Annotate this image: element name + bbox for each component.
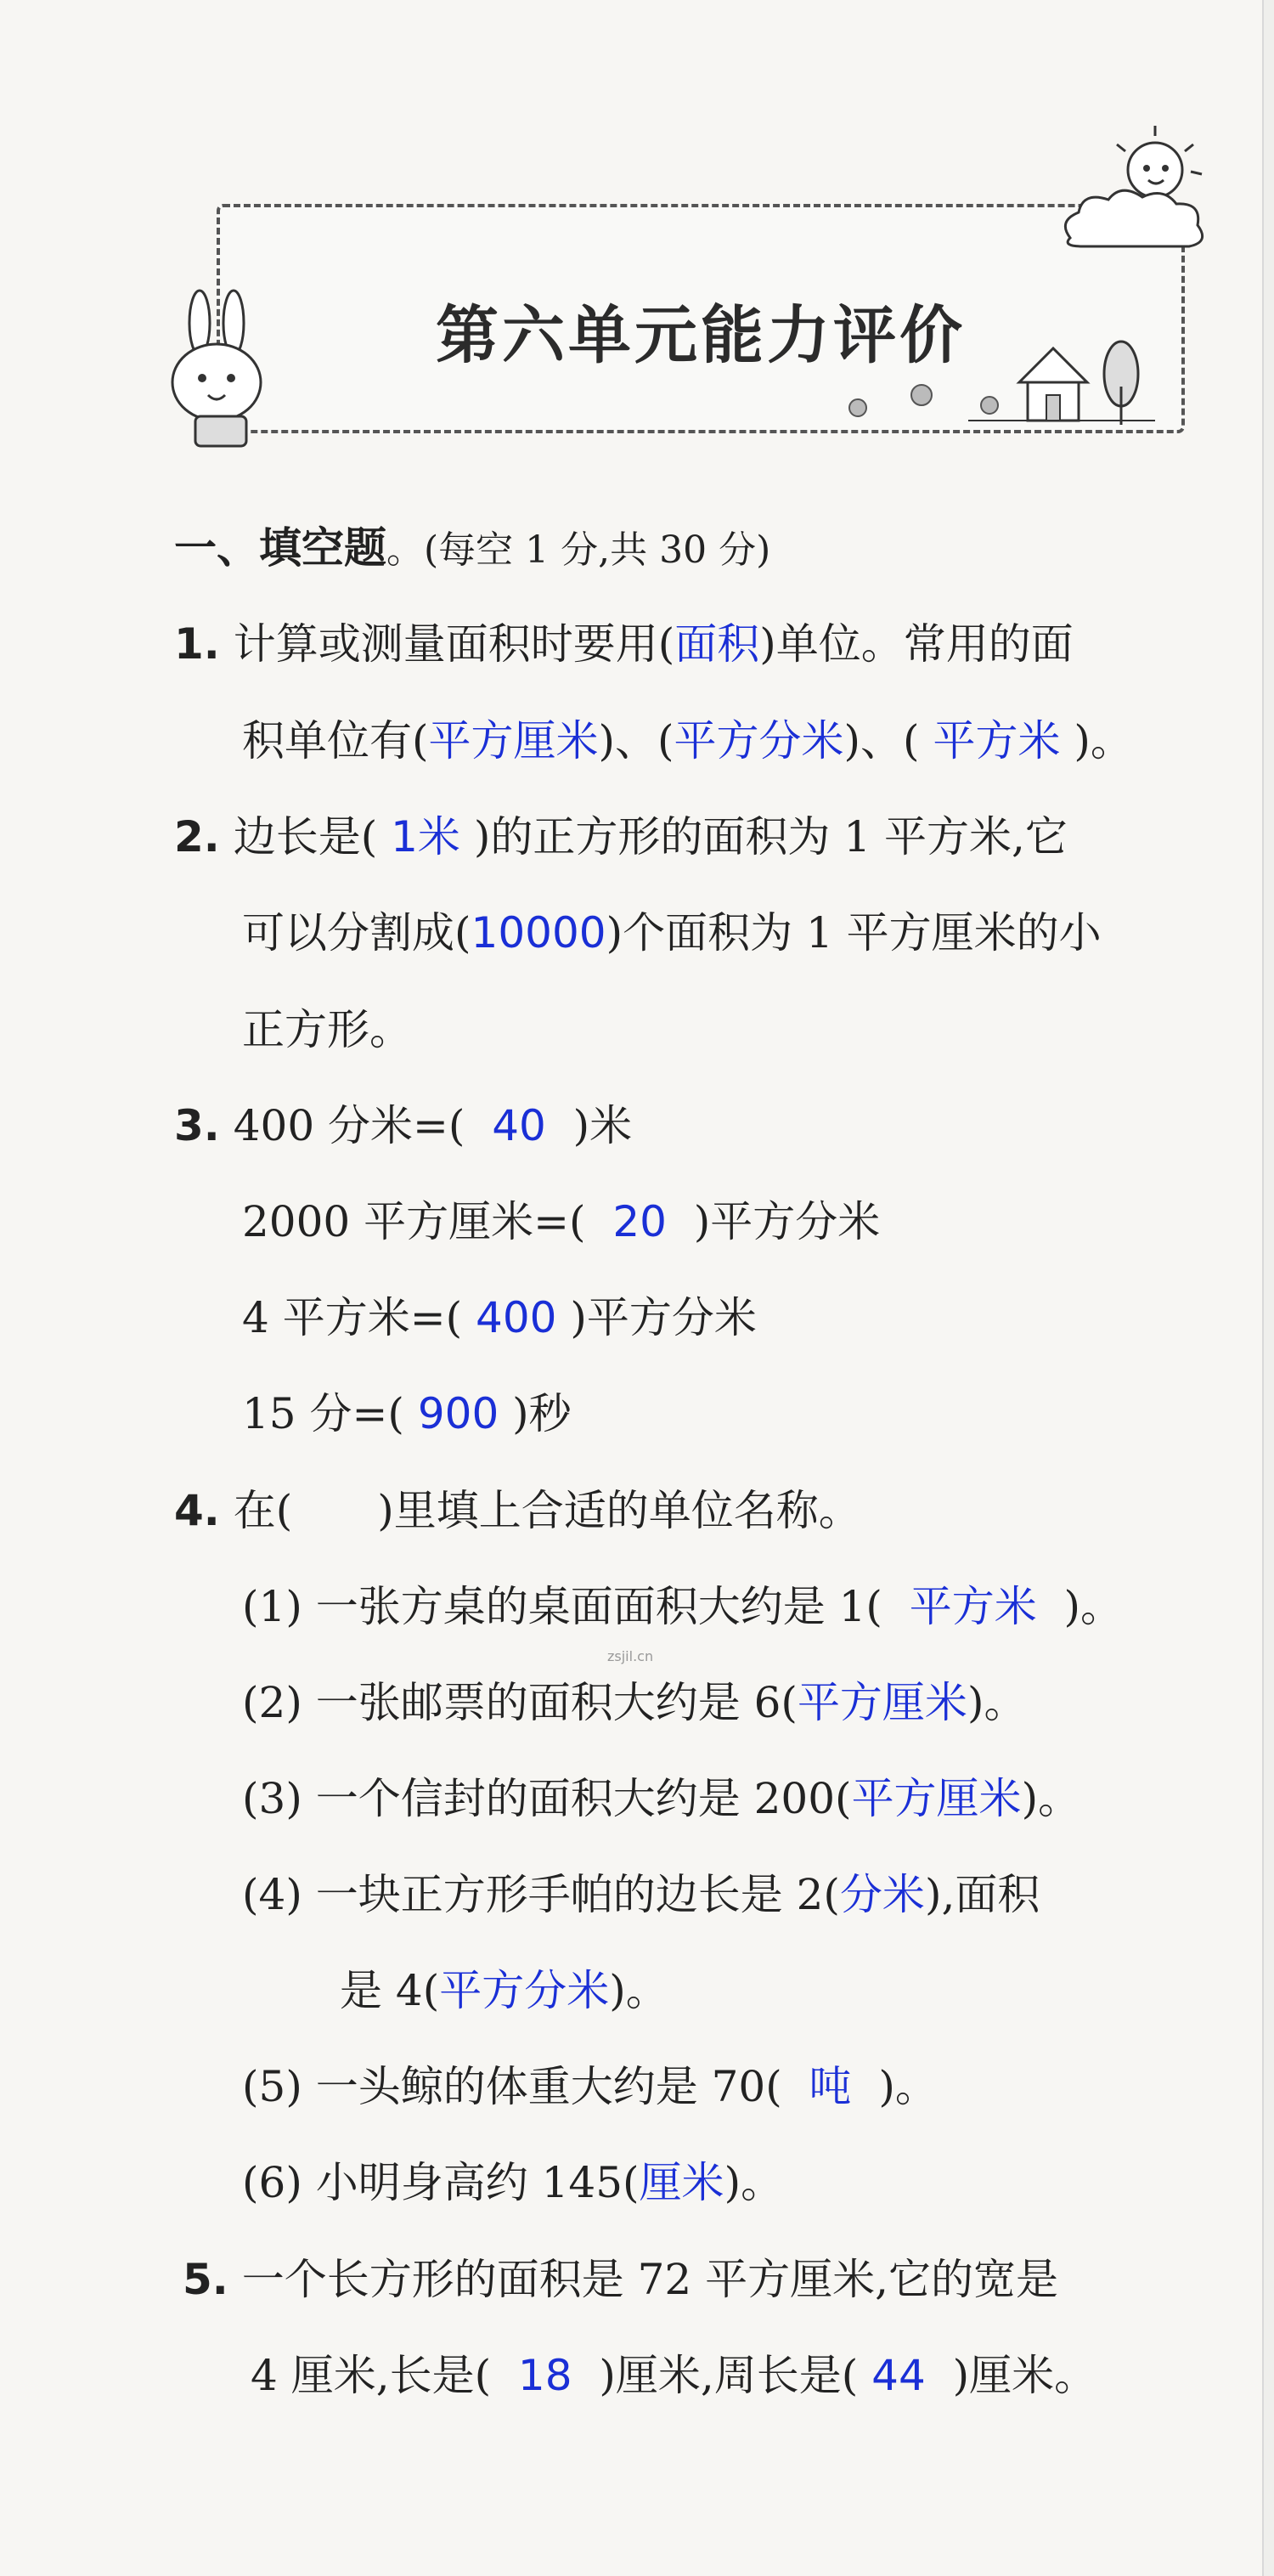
question-4-item-4-line-1 — [242, 1869, 1040, 1920]
question-4-item-4-line-2 — [340, 1965, 668, 2016]
answer-text: 40 — [492, 1101, 546, 1150]
question-5-line-1 — [183, 2254, 1058, 2305]
answer-text: 吨 — [809, 2062, 852, 2111]
answer-text: 平方米 — [909, 1582, 1037, 1631]
question-text: 400 分米=( — [233, 1101, 465, 1150]
question-text: )的正方形的面积为 1 平方米,它 — [473, 812, 1068, 861]
answer-text: 厘米 — [639, 2158, 724, 2207]
question-3-line-3 — [242, 1292, 757, 1343]
question-text: (4) 一块正方形手帕的边长是 2( — [242, 1870, 840, 1919]
page-edge — [1262, 0, 1274, 2576]
answer-text: 平方厘米 — [851, 1774, 1022, 1823]
question-number: 4. — [174, 1486, 220, 1535]
answer-text: 平方米 — [933, 716, 1061, 765]
question-text: (3) 一个信封的面积大约是 200( — [242, 1774, 852, 1823]
question-text: 在( )里填上合适的单位名称。 — [233, 1486, 861, 1535]
answer-text: 400 — [476, 1293, 557, 1342]
question-text: 一个长方形的面积是 72 平方厘米,它的宽是 — [241, 2255, 1059, 2304]
question-text: )厘米,周长是( — [599, 2351, 859, 2400]
question-text: 正方形。 — [242, 1005, 412, 1054]
question-text: )单位。常用的面 — [759, 619, 1074, 669]
answer-text: 18 — [517, 2351, 572, 2400]
question-text: 15 分=( — [242, 1389, 404, 1438]
question-3-line-4 — [242, 1388, 572, 1439]
question-text: 可以分割成( — [242, 908, 471, 958]
section-heading — [174, 523, 770, 576]
question-text: )。 — [609, 1966, 668, 2015]
question-number: 2. — [174, 812, 220, 861]
question-text: )厘米。 — [952, 2351, 1097, 2400]
question-4-stem — [174, 1485, 861, 1536]
answer-text: 平方厘米 — [428, 716, 599, 765]
question-text: )。 — [1074, 716, 1133, 765]
house-tree-illustration — [841, 336, 1164, 429]
question-text: )平方分米 — [570, 1293, 757, 1342]
question-text: ),面积 — [924, 1870, 1040, 1919]
question-3-line-1 — [174, 1100, 632, 1151]
answer-text: 平方厘米 — [797, 1678, 967, 1727]
watermark: zsjil.cn — [607, 1648, 654, 1664]
question-1-line-1 — [174, 619, 1074, 669]
question-1-line-2 — [242, 715, 1133, 766]
question-text: )。 — [967, 1678, 1027, 1727]
question-text: )。 — [1021, 1774, 1081, 1823]
question-2-line-1 — [174, 811, 1068, 862]
question-4-item-5 — [242, 2061, 938, 2112]
question-4-item-2 — [242, 1677, 1026, 1728]
answer-text: 10000 — [471, 908, 606, 958]
question-text: (5) 一头鲸的体重大约是 70( — [242, 2062, 782, 2111]
answer-text: 分米 — [839, 1870, 925, 1919]
page-title: 第六单元能力评价 — [436, 299, 966, 372]
question-4-item-3 — [242, 1773, 1080, 1824]
question-text: )米 — [572, 1101, 633, 1150]
answer-text: 平方分米 — [674, 716, 844, 765]
answer-text: 20 — [612, 1197, 667, 1246]
question-text: 4 平方米=( — [242, 1293, 463, 1342]
answer-text: 面积 — [674, 619, 760, 669]
question-text: )个面积为 1 平方厘米的小 — [606, 908, 1102, 958]
question-text: (2) 一张邮票的面积大约是 6( — [242, 1678, 798, 1727]
question-text: 是 4( — [340, 1966, 440, 2015]
question-text: 2000 平方厘米=( — [242, 1197, 586, 1246]
answer-text: 900 — [417, 1389, 499, 1438]
question-number: 1. — [174, 619, 220, 669]
question-5-line-2 — [251, 2350, 1096, 2401]
question-text: )、( — [598, 716, 674, 765]
question-text: 积单位有( — [242, 716, 429, 765]
question-text: (1) 一张方桌的桌面面积大约是 1( — [242, 1582, 882, 1631]
answer-text: 1米 — [391, 812, 460, 861]
question-number: 5. — [183, 2255, 228, 2304]
question-4-item-1 — [242, 1581, 1123, 1632]
answer-text: 平方分米 — [439, 1966, 610, 2015]
rabbit-illustration — [161, 289, 280, 450]
question-text: )、( — [843, 716, 920, 765]
question-text: 边长是( — [233, 812, 378, 861]
section-score-note: 。(每空 1 分,共 30 分) — [386, 528, 771, 572]
question-text: 计算或测量面积时要用( — [233, 619, 675, 669]
question-text: )。 — [724, 2158, 784, 2207]
question-2-line-2 — [242, 907, 1102, 958]
question-3-line-2 — [242, 1196, 880, 1247]
sun-cloud-illustration — [1053, 119, 1223, 263]
question-text: )平方分米 — [693, 1197, 881, 1246]
question-2-line-3 — [242, 1004, 412, 1055]
question-text: )。 — [1063, 1582, 1124, 1631]
question-text: )秒 — [512, 1389, 572, 1438]
question-text: )。 — [878, 2062, 938, 2111]
question-4-item-6 — [242, 2157, 783, 2208]
section-title: 一、填空题 — [174, 523, 386, 573]
question-text: (6) 小明身高约 145( — [242, 2158, 640, 2207]
question-number: 3. — [174, 1101, 220, 1150]
answer-text: 44 — [871, 2351, 926, 2400]
question-text: 4 厘米,长是( — [251, 2351, 492, 2400]
